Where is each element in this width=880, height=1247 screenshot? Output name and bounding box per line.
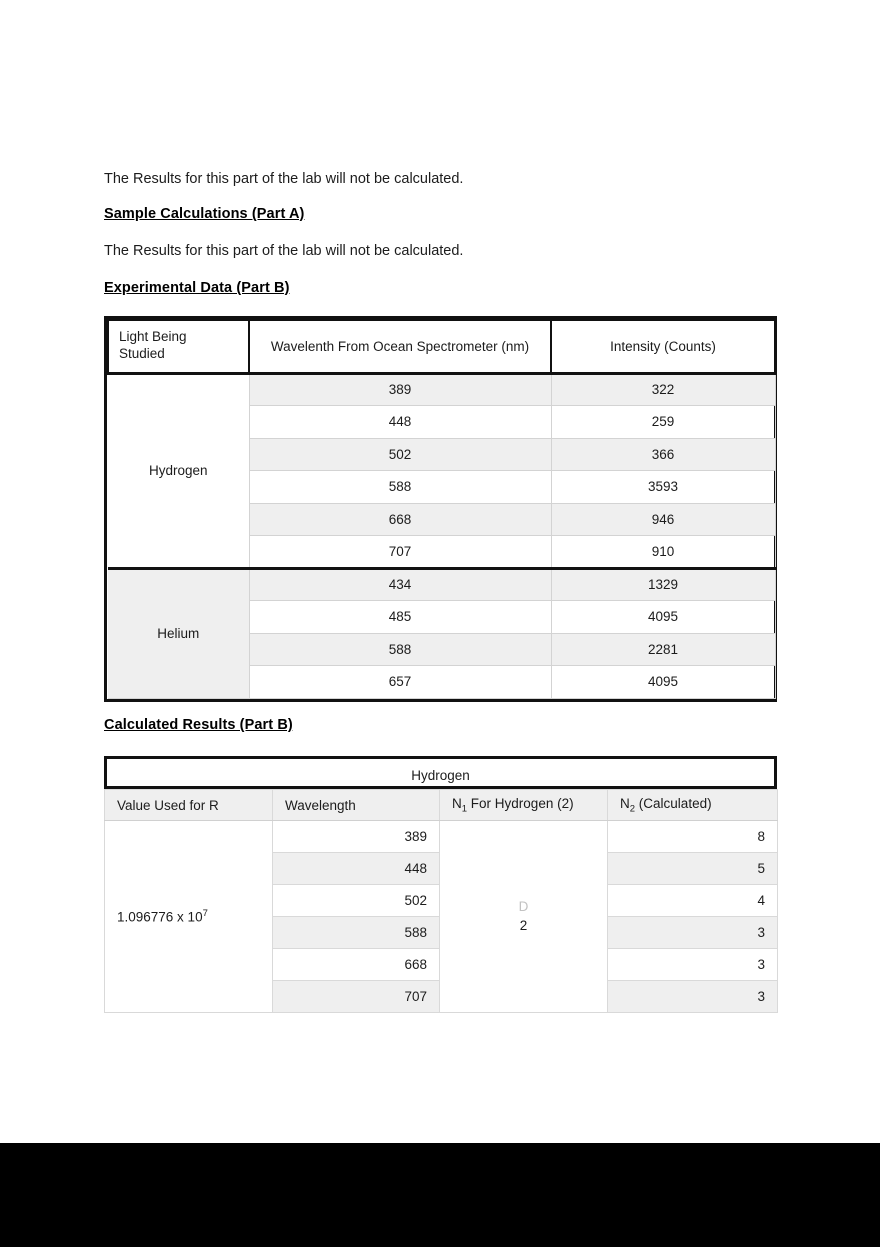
cell-wavelength: 588 xyxy=(249,471,551,504)
cell-intensity: 259 xyxy=(551,406,775,439)
cell-intensity: 3593 xyxy=(551,471,775,504)
heading-calculated-results-part-b: Calculated Results (Part B) xyxy=(104,717,293,733)
table-header-row xyxy=(108,320,775,373)
cell-wavelength: 668 xyxy=(273,949,440,981)
experimental-data-table-container xyxy=(104,316,777,702)
cell-wavelength: 668 xyxy=(249,503,551,536)
cell-n2: 3 xyxy=(608,981,778,1013)
cell-n2: 4 xyxy=(608,885,778,917)
cell-wavelength: 389 xyxy=(273,821,440,853)
calculated-results-banner-hydrogen: Hydrogen xyxy=(104,756,777,789)
header-n2-subscript: 2 xyxy=(629,803,636,815)
cell-wavelength: 588 xyxy=(273,917,440,949)
table-row xyxy=(108,373,775,406)
cell-wavelength: 707 xyxy=(273,981,440,1013)
cell-wavelength: 502 xyxy=(273,885,440,917)
calculated-results-table xyxy=(104,789,778,1013)
intro-paragraph-part-a-results: The Results for this part of the lab will not be calculated. xyxy=(104,171,464,187)
header-value-used-for-r: Value Used for R xyxy=(105,790,273,821)
cell-intensity: 322 xyxy=(551,373,775,406)
experimental-data-table xyxy=(107,319,776,699)
header-n1-suffix: For Hydrogen (2) xyxy=(467,795,574,811)
cell-intensity: 4095 xyxy=(551,666,775,699)
cell-n2: 3 xyxy=(608,949,778,981)
header-wavelength: Wavelength xyxy=(273,790,440,821)
cell-intensity: 946 xyxy=(551,503,775,536)
cell-wavelength: 448 xyxy=(249,406,551,439)
header-line-1: Light Being xyxy=(119,329,187,345)
header-n1-subscript: 1 xyxy=(461,803,468,815)
table-row xyxy=(105,821,778,853)
heading-experimental-data-part-b: Experimental Data (Part B) xyxy=(104,280,290,296)
header-intensity: Intensity (Counts) xyxy=(551,320,775,373)
cell-wavelength: 502 xyxy=(249,438,551,471)
n1-artifact-glyph: D xyxy=(518,899,529,915)
cell-wavelength: 485 xyxy=(249,601,551,634)
cell-wavelength: 389 xyxy=(249,373,551,406)
r-value-exponent: 7 xyxy=(202,908,208,920)
group-label-helium: Helium xyxy=(108,568,249,698)
header-wavelength: Wavelenth From Ocean Spectrometer (nm) xyxy=(249,320,551,373)
page-footer-black-band xyxy=(0,1143,880,1247)
header-n1-prefix: N xyxy=(452,795,462,811)
cell-wavelength: 657 xyxy=(249,666,551,699)
header-n2-suffix: (Calculated) xyxy=(635,795,712,811)
group-label-hydrogen: Hydrogen xyxy=(108,373,249,568)
paragraph-part-a-sample-calculations: The Results for this part of the lab will not be calculated. xyxy=(104,243,464,259)
cell-wavelength: 707 xyxy=(249,536,551,569)
n1-value: 2 xyxy=(519,917,528,933)
cell-n2: 3 xyxy=(608,917,778,949)
heading-sample-calculations-part-a: Sample Calculations (Part A) xyxy=(104,206,305,222)
header-n2-prefix: N xyxy=(620,795,630,811)
cell-intensity: 910 xyxy=(551,536,775,569)
cell-intensity: 2281 xyxy=(551,633,775,666)
cell-n2: 5 xyxy=(608,853,778,885)
header-n1-for-hydrogen xyxy=(440,790,608,821)
table-header-row xyxy=(105,790,778,821)
cell-intensity: 366 xyxy=(551,438,775,471)
cell-n2: 8 xyxy=(608,821,778,853)
cell-intensity: 1329 xyxy=(551,568,775,601)
cell-intensity: 4095 xyxy=(551,601,775,634)
cell-wavelength: 448 xyxy=(273,853,440,885)
calculated-results-table-container xyxy=(104,756,777,1013)
cell-wavelength: 434 xyxy=(249,568,551,601)
cell-n1-merged xyxy=(440,821,608,1013)
header-light-being-studied xyxy=(108,320,249,373)
cell-r-value xyxy=(105,821,273,1013)
header-n2-calculated xyxy=(608,790,778,821)
header-line-2: Studied xyxy=(119,346,165,362)
table-row xyxy=(108,568,775,601)
cell-wavelength: 588 xyxy=(249,633,551,666)
r-value-mantissa: 1.096776 x 10 xyxy=(117,909,203,925)
